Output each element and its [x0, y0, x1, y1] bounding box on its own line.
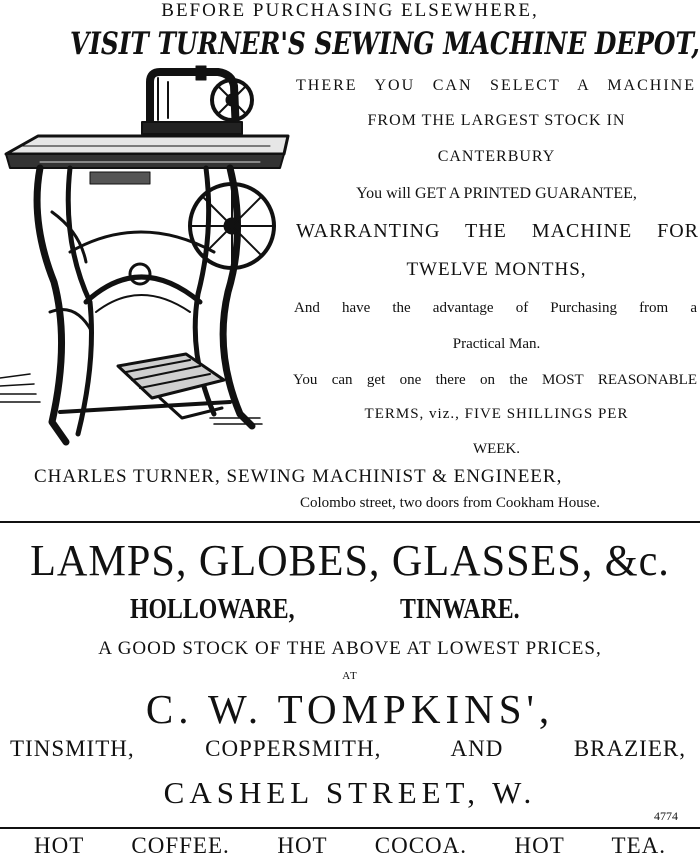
turner-line-canterbury: CANTERBURY	[437, 148, 556, 165]
tompkins-headline: LAMPS, GLOBES, GLASSES, &c.	[30, 536, 670, 585]
turner-line-reasonable: You can get one there on the MOST REASONABLE	[293, 372, 697, 388]
tompkins-holloware: HOLLOWARE,	[130, 593, 295, 625]
headline-before-purchasing: BEFORE PURCHASING ELSEWHERE,	[161, 0, 539, 21]
turner-line-largest-stock: FROM THE LARGEST STOCK IN	[367, 112, 626, 129]
turner-line-terms: TERMS, viz., FIVE SHILLINGS PER	[364, 406, 629, 422]
turner-line-week: WEEK.	[472, 441, 521, 457]
tompkins-trades: TINSMITH, COPPERSMITH, AND BRAZIER,	[10, 736, 686, 761]
turner-address: Colombo street, two doors from Cookham House.	[300, 495, 600, 511]
headline-visit-turner: VISIT TURNER'S SEWING MACHINE DEPOT,	[70, 26, 700, 62]
ad-number: 4774	[654, 809, 678, 823]
turner-line-warranting: WARRANTING THE MACHINE FOR	[296, 220, 699, 242]
tompkins-at: AT	[342, 670, 358, 682]
tompkins-name: C. W. TOMPKINS',	[145, 686, 555, 732]
divider-rule	[0, 521, 700, 523]
tompkins-street: CASHEL STREET, W.	[163, 775, 537, 810]
tompkins-tinware: TINWARE.	[400, 593, 520, 625]
turner-line-twelve-months: TWELVE MONTHS,	[406, 259, 587, 280]
turner-line-practical-man: Practical Man.	[452, 336, 541, 352]
turner-proprietor: CHARLES TURNER, SEWING MACHINIST & ENGINEER,	[34, 466, 563, 487]
hot-drinks-line: HOT COFFEE. HOT COCOA. HOT TEA.	[34, 833, 666, 858]
turner-line-guarantee: You will GET A PRINTED GUARANTEE,	[356, 185, 637, 202]
turner-line-select-machine: THERE YOU CAN SELECT A MACHINE	[296, 77, 696, 94]
divider-rule-bottom	[0, 827, 700, 829]
tompkins-stock-line: A GOOD STOCK OF THE ABOVE AT LOWEST PRICES,	[98, 638, 602, 659]
sewing-machine-icon	[0, 62, 292, 460]
turner-line-advantage: And have the advantage of Purchasing from a	[294, 300, 697, 316]
